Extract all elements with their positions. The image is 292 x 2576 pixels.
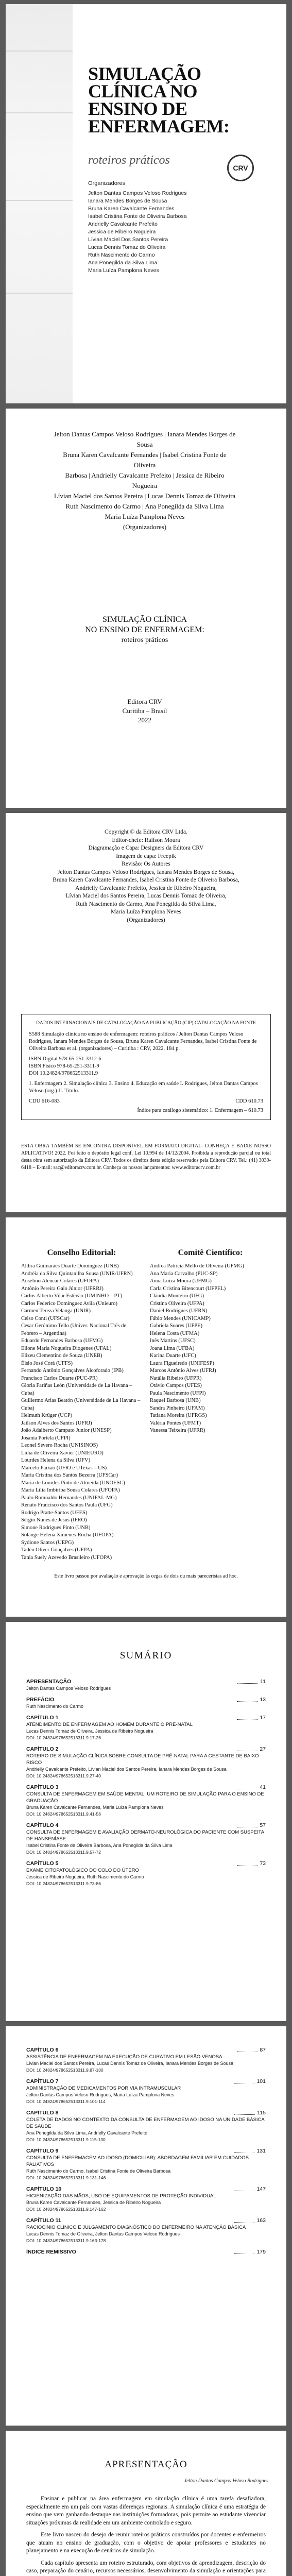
toc-entry-title: ROTEIRO DE SIMULAÇÃO CLÍNICA SOBRE CONSULTA DE PRÉ-NATAL PARA A GESTANTE DE BAIXO RISCO [26,1753,259,1766]
council-member: Carmen Tereza Velanga (UNIR) [21,1308,91,1314]
author-line: Bruna Karen Cavalcante Fernandes | Isabel Cristina Fonte de Oliveira [63,451,227,469]
council-member: Tadeu Oliver Gonçalves (UFPA) [21,1547,92,1553]
council-member: Elizeu Clementino de Souza (UNEB) [21,1353,102,1359]
cip-subjects: 1. Enfermagem 2. Simulação clínica 3. Ensino 4. Educação em saúde I. Rodrigues, Jelton Dantas Campos Veloso (org.) II. Título. [29,1081,258,1094]
toc-entry-head [26,2186,266,2193]
toc-page-number: 101 [256,2078,266,2084]
council-member: Ana Maria Carvalho (PUC-SP) [150,1270,218,1277]
toc-entry-authors: Bruna Karen Cavalcante Fernandes, Jessica de Ribeiro Nogueira [26,2200,161,2205]
council-member: Inês Martins (UFSC) [150,1338,196,1344]
toc-entry-title: EXAME CITOPATOLÓGICO DO COLO DO ÚTERO [26,1868,139,1873]
toc-entry-doi: DOI: 10.24824/978652513311.9.87-100 [26,2067,104,2073]
book-title-line: SIMULAÇÃO CLÍNICA [102,615,187,624]
council-member: Anna Luiza Moura (UFMG) [150,1278,212,1284]
scientific-committee-list [150,1263,271,1435]
toc-entry-head [26,1679,266,1685]
council-member: Gabriela Soares (UFPE) [150,1323,203,1329]
toc-entry [26,1697,266,1710]
toc-entry-authors: Isabel Cristina Fonte de Oliveira Barbosa, Ana Ponegilda da Silva Lima [26,1843,173,1848]
toc-page-number: 57 [260,1822,266,1828]
council-member: Sérgio Nunes de Jesus (IFRO) [21,1517,87,1523]
toc-entry-head [26,2078,266,2085]
council-member: Natália Ribeiro (UFPR) [150,1375,202,1381]
toc-entry-title: COLETA DE DADOS NO CONTEXTO DA CONSULTA DE ENFERMAGEM AO IDOSO NA UNIDADE BÁSICA DE SAÚDE [26,2117,265,2129]
council-member: Eduardo Fernandes Barbosa (UFMG) [21,1338,103,1344]
isbn-digital: ISBN Digital 978-65-251-3312-6 [29,1056,101,1062]
council-member: Francisco Carlos Duarte (PUC-PR) [21,1375,98,1381]
toc-leader-dots [234,2222,254,2223]
author-line: (Organizadores) [123,523,167,531]
toc-list-continued [26,2047,266,2260]
toc-entry-title: ADMINISTRAÇÃO DE MEDICAMENTOS POR VIA INTRAMUSCULAR [26,2086,181,2091]
toc-page-number: 27 [260,1746,266,1752]
toc-list [26,1679,266,1892]
council-member: Cristina Oliveira (UFPA) [150,1300,204,1307]
organizer-name: Isabel Cristina Fonte de Oliveira Barbosa [88,213,187,219]
council-member: Fábio Mendes (UNICAMP) [150,1315,211,1321]
toc-leader-dots [237,1683,258,1684]
copyright-page [6,813,286,1212]
toc-page-number: 11 [260,1679,266,1685]
author-line: Ruth Nascimento do Carmo | Ana Ponegilda da Silva Lima [65,502,224,510]
organizers-label: Organizadores [88,180,126,187]
toc-entry-authors: Ruth Nascimento do Carmo, Isabel Cristina Fonte de Oliveira Barbosa [26,2168,171,2174]
isbn-physical: ISBN Físico 978-65-251-3311-9 [29,1063,99,1069]
doi: DOI 10.24824/978652513311.9 [29,1071,98,1076]
presentation-body [26,2495,266,2576]
book-subtitle: roteiros práticos [121,636,168,644]
cover-subtitle: roteiros práticos [88,154,170,167]
toc-entry-title: CONSULTA DE ENFERMAGEM E AVALIAÇÃO DERMATO-NEUROLÓGICA DO PACIENTE COM SUSPEITA DE HANSENÍASE [26,1829,264,1842]
toc-entry-title: CONSULTA DE ENFERMAGEM EM SAÚDE MENTAL: UM ROTEIRO DE SIMULAÇÃO PARA O ENSINO DE GRADUAÇÃO [26,1791,264,1804]
toc-entry [26,1679,266,1692]
council-member: Otávio Campos (UFES) [150,1383,202,1388]
toc-entry-label: CAPÍTULO 1 [26,1715,59,1721]
council-member: Sydione Santos (UEPG) [21,1539,74,1546]
council-member: Cesar Gerónimo Tello (Univer. Nacional Três de Febrero – Argentina) [21,1323,127,1336]
toc-entry-doi: DOI: 10.24824/978652513311.9.57-72 [26,1850,101,1855]
toc-page-continued [6,2026,286,2426]
toc-entry [26,2148,266,2181]
council-member: Guillermo Arias Beatón (Universidade de La Havana – Cuba) [21,1398,141,1411]
council-member: Carlos Alberto Vilar Estêvão (UMINHO – PT) [21,1293,123,1299]
presentation-byline: Jelton Dantas Campos Veloso Rodrigues [184,2478,268,2484]
toc-entry-doi: DOI: 10.24824/978652513311.9.17-26 [26,1735,101,1740]
toc-entry [26,1784,266,1818]
toc-entry-title: RACIOCÍNIO CLÍNICO E JULGAMENTO DIAGNÓSTICO DO ENFERMEIRO NA ATENÇÃO BÁSICA [26,2225,246,2230]
editorial-council-title: Conselho Editorial: [47,1248,116,1257]
toc-leader-dots [237,1865,257,1866]
copyright-line: Revisão: Os Autores [122,861,170,867]
body-paragraph: Cada capítulo apresenta um roteiro estruturado, com objetivos de aprendizagem, descrição do caso, preparação do cenário, recursos necessários, desenvolvimento da simulação e orientações para [26,2560,266,2574]
copyright-line: Lívian Maciel dos Santos Pereira, Lucas Dennis Tomaz de Oliveira, [65,893,227,899]
council-member: Cláudia Monteiro (UFG) [150,1293,204,1299]
council-member: Marcelo Paixão (UFRJ e UTexas – US) [21,1465,107,1471]
cover-title-line: SIMULAÇÃO [88,63,201,84]
copyright-line: Editor-chefe: Railson Moura [112,837,180,843]
organizer-name: Maria Luíza Pamplona Neves [88,267,159,274]
toc-entry-label: PREFÁCIO [26,1697,55,1703]
toc-page-number: 163 [256,2217,266,2224]
toc-entry-authors: Bruna Karen Cavalcante Fernandes, Maria Luíza Pamplona Neves [26,1805,164,1810]
council-member: Jailson Alves dos Santos (UFRJ) [21,1420,92,1426]
toc-entry-authors: Ana Ponegilda da Silva Lima, Andrielly Cavalcante Prefeito [26,2130,148,2136]
toc-page-number: 115 [257,2110,266,2116]
toc-entry-doi: DOI: 10.24824/978652513311.9.163-178 [26,2238,106,2243]
council-member: Maria Lília Imbiriba Sousa Colares (UFOPA) [21,1487,120,1493]
toc-page [6,1622,286,2021]
council-member: Leonel Severo Rocha (UNISINOS) [21,1443,98,1448]
council-member: Raquel Barbosa (UNB) [150,1398,201,1403]
copyright-block [21,828,271,924]
toc-entry-head [26,2148,266,2155]
toc-page-number: 73 [260,1860,266,1867]
toc-entry [26,1860,266,1887]
council-member: Marcos Antônio Alves (UFRJ) [150,1368,216,1374]
organizer-name: Ruth Nascimento do Carmo [88,252,155,258]
title-page-authors [52,429,237,532]
toc-entry-label: CAPÍTULO 11 [26,2217,61,2224]
publisher-info [37,697,253,725]
copyright-line: Andrielly Cavalcante Prefeito, Jessica de Ribeiro Nogueira, [75,885,217,891]
council-page [6,1217,286,1617]
council-member: Sandra Pinheiro (UFAM) [150,1405,205,1411]
council-member: Laura Figueiredo (UNIFESP) [150,1360,214,1366]
cdu-code: CDU 616-083 [29,1098,60,1104]
toc-entry-doi: DOI: 10.24824/978652513311.9.131-146 [26,2175,106,2180]
toc-entry-head [26,1784,266,1791]
toc-entry-doi: DOI: 10.24824/978652513311.9.115-130 [26,2137,106,2142]
toc-entry-label: CAPÍTULO 3 [26,1784,59,1790]
council-member: Anselmo Alencar Colares (UFOPA) [21,1278,99,1284]
council-member: Carla Cristina Bitencourt (UFPEL) [150,1285,226,1292]
toc-entry-head [26,2110,266,2116]
organizer-name: Andrielly Cavalcante Prefeito [88,221,158,227]
toc-entry-authors: Jessica de Ribeiro Nogueira, Ruth Nascimento do Carmo [26,1874,144,1879]
publisher-logo-icon: CRV [227,155,254,181]
toc-entry-label: CAPÍTULO 9 [26,2148,59,2154]
council-member: Renato Francisco dos Santos Paula (UFG) [21,1502,113,1508]
council-member: Antônio Pereira Gaio Júnior (UFRRJ) [21,1285,104,1292]
council-member: João Adalberto Campato Junior (UNESP) [21,1428,112,1433]
council-member: Josania Portela (UFPI) [21,1435,71,1441]
cdd-code: CDD 610.73 [235,1098,263,1104]
toc-entry-title: ASSISTÊNCIA DE ENFERMAGEM NA EXECUÇÃO DE CURATIVO EM LESÃO VENOSA [26,2054,222,2060]
toc-page-number: 179 [256,2249,266,2255]
organizer-name: Ana Ponegilda da Silva Lima [88,260,158,266]
council-member: Lourdes Helena da Silva (UFV) [21,1458,91,1463]
editorial-council [21,1248,142,1562]
council-member: Paula Nascimento (UFPI) [150,1390,206,1396]
book-title-line: NO ENSINO DE ENFERMAGEM: [85,625,204,634]
toc-entry-head [26,2217,266,2224]
cover-title-line: CLÍNICA NO [88,81,198,101]
toc-entry-label: ÍNDICE REMISSIVO [26,2249,76,2255]
toc-entry-label: CAPÍTULO 7 [26,2078,59,2084]
toc-page-number: 13 [260,1697,266,1703]
publisher-line: Editora CRV [127,698,162,705]
toc-entry-label: CAPÍTULO 6 [26,2047,59,2053]
cip-index: Índice para catálogo sistemático: 1. Enfermagem – 610.73 [137,1108,263,1113]
council-member: Andrea Patricia Mello de Oliveira (UFMG) [150,1263,244,1269]
toc-entry-authors: Jelton Dantas Campos Veloso Rodrigues, Maria Luíza Pamplona Neves [26,2092,175,2097]
copyright-line: Maria Luíza Pamplona Neves [111,909,181,915]
scientific-committee-title: Comitê Científico: [178,1248,243,1257]
toc-entry-head [26,2249,266,2256]
toc-entry [26,2078,266,2105]
cover-decorative-band [6,4,73,403]
council-member: Tania Suely Azevedo Brasileiro (UFOPA) [21,1554,112,1561]
council-member: Solange Helena Ximenes-Rocha (UFOPA) [21,1532,114,1538]
toc-entry [26,2249,266,2256]
council-member: Maria Cristina dos Santos Bezerra (UFSCar) [21,1472,118,1478]
council-member: Carlos Federico Domínguez Avila (Unieuro) [21,1300,118,1307]
cip-catalog-box [21,1014,271,1120]
copyright-line: Bruna Karen Cavalcante Fernandes, Isabel Cristina Fonte de Oliveira Barbosa, [53,877,239,883]
toc-entry [26,2217,266,2244]
council-member: Gloria Fariñas León (Universidade de La Havana – Cuba) [21,1383,132,1396]
council-member: Rodrigo Pratte-Santos (UFES) [21,1510,88,1516]
copyright-line: Jelton Dantas Campos Veloso Rodrigues, Ianara Mendes Borges de Sousa, [58,869,234,875]
council-member: Elione Maria Nogueira Diogenes (UFAL) [21,1345,112,1351]
toc-entry-label: CAPÍTULO 5 [26,1860,59,1867]
toc-entry [26,1822,266,1856]
council-member: Helmuth Krüger (UCP) [21,1413,73,1418]
rights-notice: ESTA OBRA TAMBÉM SE ENCONTRA DISPONÍVEL EM FORMATO DIGITAL. CONHEÇA E BAIXE NOSSO APLICATIVO! 2022. Foi feito o depósito legal conf. Lei 10.994 de 14/12/2004. Proibida a reprodução parcial ou total desta obra sem autorização da Editora CRV. Todos os direitos desta edição reservados pela Editora CRV. Tel.: (41) 3039-6418 – E-mail: sac@editoracrv.com.br. Conheça os nossos lançamentos: www.editoracrv.com.br [21,1143,271,1171]
toc-entry [26,2186,266,2213]
toc-entry-title: CONSULTA DE ENFERMAGEM AO IDOSO (DOMICILIAR): ABORDAGEM FAMILIAR EM CUIDADOS PALIATIVOS [26,2155,249,2167]
toc-entry-label: CAPÍTULO 2 [26,1746,59,1752]
toc-entry-head [26,1822,266,1829]
cover-title [88,65,273,135]
organizer-name: Lívian Maciel Dos Santos Pereira [88,236,168,243]
toc-page-number: 17 [260,1715,266,1721]
council-member: Tatiana Moreira (UFRGS) [150,1413,207,1418]
toc-entry-doi: DOI: 10.24824/978652513311.9.41-56 [26,1811,101,1817]
council-member: Daniel Rodrigues (UFRN) [150,1308,208,1314]
title-page [6,409,286,808]
toc-entry-authors: Lucas Dennis Tomaz de Oliveira, Jessica de Ribeiro Nogueira [26,1728,153,1734]
toc-leader-dots [234,2114,255,2115]
author-line: Lívian Maciel dos Santos Pereira | Lucas Dennis Tomaz de Oliveira [54,492,236,500]
toc-entry-label: CAPÍTULO 10 [26,2186,62,2192]
toc-entry-authors: Jelton Dantas Campos Veloso Rodrigues [26,1686,111,1691]
council-member: Vanessa Teixeira (UFRR) [150,1428,205,1433]
council-member: Karina Duarte (UFC) [150,1353,196,1359]
cover-title-line: ENSINO DE [88,98,187,119]
toc-entry-label: CAPÍTULO 8 [26,2110,59,2116]
toc-entry [26,2047,266,2074]
author-line: Maria Luíza Pamplona Neves [105,513,185,520]
toc-page-number: 41 [260,1784,266,1790]
council-member: Celso Conti (UFSCar) [21,1315,70,1321]
body-paragraph: Ensinar e publicar na área enfermagem em simulação clínica é uma tarefa desafiadora, especialmente em um país com vastas diferenças regionais. A simulação clínica é uma estratégia de ensino que vem ganhando destaque nas instituições formadoras, pois permite ao estudante vivenciar situações próximas da realidade em um ambiente controlado e seguro. [26,2496,266,2526]
toc-page-number: 131 [256,2148,266,2154]
organizer-name: Jelton Dantas Campos Veloso Rodrigues [88,190,187,196]
toc-leader-dots [237,1701,257,1702]
council-member: Helena Costa (UFMA) [150,1330,200,1336]
presentation-page [6,2431,286,2576]
toc-page-number: 147 [256,2186,266,2192]
copyright-line: Ruth Nascimento do Carmo, Ana Ponegilda da Silva Lima, [76,901,216,907]
organizer-name: Jessica de Ribeiro Nogueira [88,229,156,235]
organizer-name: Lucas Dennis Tomaz de Oliveira [88,244,166,250]
toc-entry-head [26,1860,266,1867]
copyright-line: Diagramação e Capa: Designers da Editora CRV [88,845,204,851]
copyright-line: Copyright © da Editora CRV Ltda. [105,829,187,835]
toc-entry [26,1715,266,1741]
organizer-name: Ianara Mendes Borges de Sousa [88,198,167,204]
scientific-committee [150,1248,271,1562]
toc-title: SUMÁRIO [119,1650,173,1661]
title-page-title [37,615,253,645]
toc-entry-authors: Ruth Nascimento do Carmo [26,1704,84,1709]
toc-page-number: 87 [260,2047,266,2053]
cover-title-line: ENFERMAGEM: [88,116,230,137]
presentation-title: APRESENTAÇÃO [105,2459,187,2470]
editorial-council-list [21,1263,142,1562]
toc-entry-doi: DOI: 10.24824/978652513311.9.73-86 [26,1881,101,1886]
toc-entry-doi: DOI: 10.24824/978652513311.9.27-40 [26,1773,101,1778]
toc-leader-dots [234,2253,254,2254]
council-member: Élsio José Corá (UFFS) [21,1360,73,1366]
toc-entry [26,2110,266,2143]
council-member: Maria de Lourdes Pinto de Almeida (UNOESC) [21,1480,125,1486]
council-member: Andréia da Silva Quintanilha Sousa (UNIR/UFRN) [21,1270,133,1277]
body-paragraph: Este livro nasceu do desejo de reunir roteiros práticos construídos por docentes e enfermeiros que atuam no ensino de graduação, com o objetivo de apoiar professores e estudantes no planejamento e na execução de cenários de simulação. [26,2532,266,2554]
publisher-line: Curitiba – Brasil [122,707,167,715]
toc-entry-doi: DOI: 10.24824/978652513311.9.101-114 [26,2099,106,2104]
toc-entry-authors: Andrielly Cavalcante Prefeito, Lívian Maciel dos Santos Pereira, Ianara Mendes Borges de Sousa [26,1767,227,1772]
cip-header: DADOS INTERNACIONAIS DE CATALOGAÇÃO NA PUBLICAÇÃO (CIP) CATALOGAÇÃO NA FONTE [36,1021,256,1026]
toc-entry-authors: Lucas Dennis Tomaz de Oliveira, Jelton Dantas Campos Veloso Rodrigues [26,2231,180,2236]
toc-entry-head [26,1715,266,1721]
council-member: Simone Rodrigues Pinto (UNB) [21,1524,91,1531]
toc-entry-head [26,1697,266,1703]
council-member: Fernando Antônio Gonçalves Alcoforado (IPB) [21,1368,124,1374]
toc-entry-authors: Lívian Maciel dos Santos Pereira, Lucas Dennis Tomaz de Oliveira, Ianara Mendes Borges de Sousa [26,2061,234,2066]
publisher-line: 2022 [138,716,151,724]
council-member: Paulo Romualdo Hernandes (UNIFAL-MG) [21,1495,117,1501]
cover-page [6,4,286,403]
author-line: Jelton Dantas Campos Veloso Rodrigues | Ianara Mendes Borges de Sousa [54,430,236,448]
author-line: Barbosa | Andrielly Cavalcante Prefeito | Jessica de Ribeiro Nogueira [65,471,225,489]
council-member: Valéria Pontes (UFMT) [150,1420,201,1426]
council-member: Aldira Guimarães Duarte Domínguez (UNB) [21,1263,119,1269]
organizer-name: Bruna Karen Cavalcante Fernandes [88,206,175,212]
toc-entry-label: CAPÍTULO 4 [26,1822,59,1828]
toc-leader-dots [237,1719,257,1720]
cip-body: S588 Simulação clínica no ensino de enfermagem: roteiros práticos / Jelton Dantas Campos Veloso Rodrigues, Ianara Mendes Borges de Sousa, Bruna Karen Cavalcante Fernandes, Isabel Cristina Fonte de Oliveira Barbosa et al. (organizadores) – Curitiba : CRV, 2022. 184 p. [29,1031,257,1052]
toc-entry-head [26,1746,266,1753]
toc-entry-title: HIGIENIZAÇÃO DAS MÃOS, USO DE EQUIPAMENTOS DE PROTEÇÃO INDIVIDUAL [26,2193,216,2199]
organizers-list [88,190,186,275]
toc-entry-title: ATENDIMENTO DE ENFERMAGEM AO HOMEM DURANTE O PRÉ-NATAL [26,1722,193,1727]
council-member: Joana Lima (UFBA) [150,1345,195,1351]
peer-review-note: Este livro passou por avaliação e aprovação às cegas de dois ou mais pareceristas ad hoc. [54,1573,238,1579]
copyright-line: Imagem de capa: Freepik [116,853,176,859]
council-member: Lídia de Oliveira Xavier (UNIEURO) [21,1450,104,1456]
copyright-line: (Organizadores) [127,917,165,923]
toc-entry-head [26,2047,266,2054]
toc-entry-label: APRESENTAÇÃO [26,1679,72,1685]
toc-entry-doi: DOI: 10.24824/978652513311.9.147-162 [26,2207,106,2212]
toc-entry [26,1746,266,1780]
